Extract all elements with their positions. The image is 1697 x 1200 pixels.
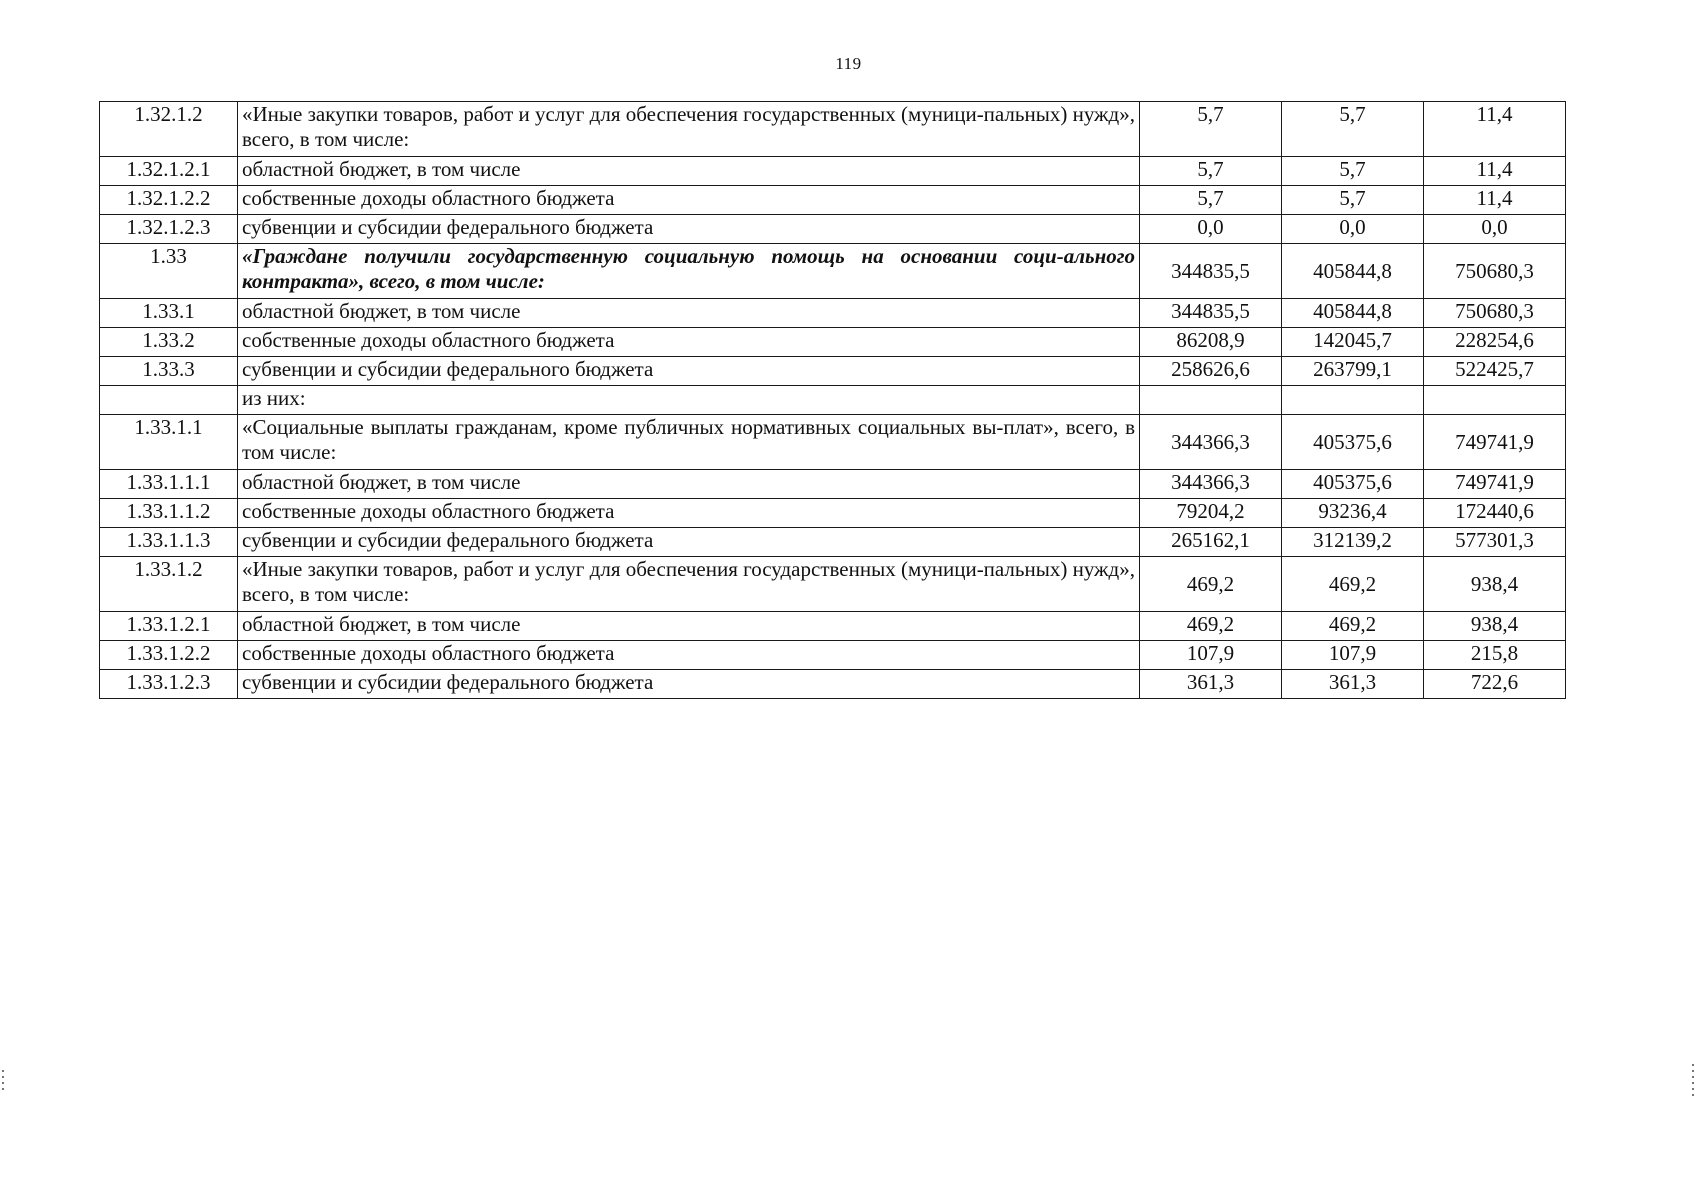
row-number: [100, 386, 238, 415]
row-value-2: 405844,8: [1282, 244, 1424, 299]
row-name: областной бюджет, в том числе: [238, 612, 1140, 641]
row-name: «Иные закупки товаров, работ и услуг для обеспечения государственных (муници-пальных) нужд», всего, в том числе:: [238, 102, 1140, 157]
row-value-2: 312139,2: [1282, 528, 1424, 557]
budget-table: [99, 101, 1566, 699]
row-name: собственные доходы областного бюджета: [238, 499, 1140, 528]
row-value-3: 172440,6: [1424, 499, 1566, 528]
row-value-3: [1424, 386, 1566, 415]
row-number: 1.32.1.2.1: [100, 157, 238, 186]
row-name: «Граждане получили государственную социальную помощь на основании соци-ального контракта», всего, в том числе:: [238, 244, 1140, 299]
page-number: 119: [835, 54, 862, 73]
row-value-1: 5,7: [1140, 157, 1282, 186]
row-value-2: 5,7: [1282, 102, 1424, 157]
table-row: [100, 470, 1566, 499]
row-value-2: 263799,1: [1282, 357, 1424, 386]
row-value-1: 265162,1: [1140, 528, 1282, 557]
row-value-1: 344366,3: [1140, 415, 1282, 470]
row-number: 1.33.1.2.3: [100, 670, 238, 699]
row-value-1: 107,9: [1140, 641, 1282, 670]
row-name: областной бюджет, в том числе: [238, 470, 1140, 499]
row-number: 1.33.2: [100, 328, 238, 357]
row-value-2: 405375,6: [1282, 415, 1424, 470]
row-name: из них:: [238, 386, 1140, 415]
table-row: [100, 328, 1566, 357]
row-number: 1.33: [100, 244, 238, 299]
row-number: 1.33.1: [100, 299, 238, 328]
row-name: «Социальные выплаты гражданам, кроме публичных нормативных социальных вы-плат», всего, в том числе:: [238, 415, 1140, 470]
row-value-2: 142045,7: [1282, 328, 1424, 357]
row-number: 1.32.1.2.3: [100, 215, 238, 244]
row-name: собственные доходы областного бюджета: [238, 641, 1140, 670]
table-row: [100, 186, 1566, 215]
table-row: [100, 641, 1566, 670]
row-value-3: 11,4: [1424, 102, 1566, 157]
row-value-3: 749741,9: [1424, 415, 1566, 470]
row-value-1: 0,0: [1140, 215, 1282, 244]
table-row: [100, 299, 1566, 328]
row-value-3: 577301,3: [1424, 528, 1566, 557]
row-number: 1.33.1.1.1: [100, 470, 238, 499]
table-row: [100, 415, 1566, 470]
row-value-1: [1140, 386, 1282, 415]
row-value-1: 5,7: [1140, 102, 1282, 157]
row-number: 1.32.1.2.2: [100, 186, 238, 215]
row-value-2: 405375,6: [1282, 470, 1424, 499]
row-value-3: 749741,9: [1424, 470, 1566, 499]
row-name: областной бюджет, в том числе: [238, 157, 1140, 186]
table-row: [100, 244, 1566, 299]
row-value-2: 5,7: [1282, 186, 1424, 215]
table-row: [100, 215, 1566, 244]
row-number: 1.33.3: [100, 357, 238, 386]
row-name: субвенции и субсидии федерального бюджета: [238, 670, 1140, 699]
row-value-1: 344835,5: [1140, 299, 1282, 328]
table-row: [100, 612, 1566, 641]
row-name: собственные доходы областного бюджета: [238, 186, 1140, 215]
row-value-1: 86208,9: [1140, 328, 1282, 357]
table-row: [100, 386, 1566, 415]
row-value-2: 361,3: [1282, 670, 1424, 699]
row-number: 1.33.1.2.1: [100, 612, 238, 641]
row-value-3: 11,4: [1424, 157, 1566, 186]
row-name: субвенции и субсидии федерального бюджета: [238, 528, 1140, 557]
row-value-2: 107,9: [1282, 641, 1424, 670]
row-name: «Иные закупки товаров, работ и услуг для обеспечения государственных (муници-пальных) нужд», всего, в том числе:: [238, 557, 1140, 612]
row-name: собственные доходы областного бюджета: [238, 328, 1140, 357]
row-value-1: 469,2: [1140, 557, 1282, 612]
row-value-1: 344835,5: [1140, 244, 1282, 299]
row-name: субвенции и субсидии федерального бюджета: [238, 215, 1140, 244]
scan-edge-mark-right: [1692, 1064, 1694, 1098]
row-value-1: 344366,3: [1140, 470, 1282, 499]
row-value-1: 469,2: [1140, 612, 1282, 641]
row-value-2: 0,0: [1282, 215, 1424, 244]
row-number: 1.33.1.1: [100, 415, 238, 470]
row-value-3: 11,4: [1424, 186, 1566, 215]
row-name: областной бюджет, в том числе: [238, 299, 1140, 328]
row-value-3: 722,6: [1424, 670, 1566, 699]
scan-edge-mark-left: [2, 1070, 4, 1094]
table-row: [100, 357, 1566, 386]
row-value-2: 469,2: [1282, 612, 1424, 641]
row-value-3: 0,0: [1424, 215, 1566, 244]
row-value-3: 215,8: [1424, 641, 1566, 670]
row-value-1: 5,7: [1140, 186, 1282, 215]
row-number: 1.33.1.1.2: [100, 499, 238, 528]
row-value-3: 522425,7: [1424, 357, 1566, 386]
row-value-1: 361,3: [1140, 670, 1282, 699]
row-value-1: 258626,6: [1140, 357, 1282, 386]
row-value-2: 5,7: [1282, 157, 1424, 186]
row-number: 1.33.1.2.2: [100, 641, 238, 670]
row-value-2: 469,2: [1282, 557, 1424, 612]
row-number: 1.33.1.2: [100, 557, 238, 612]
row-value-3: 750680,3: [1424, 299, 1566, 328]
table-row: [100, 557, 1566, 612]
row-number: 1.32.1.2: [100, 102, 238, 157]
row-value-3: 938,4: [1424, 612, 1566, 641]
row-value-2: 405844,8: [1282, 299, 1424, 328]
table-row: [100, 102, 1566, 157]
row-name: субвенции и субсидии федерального бюджета: [238, 357, 1140, 386]
row-value-3: 750680,3: [1424, 244, 1566, 299]
row-value-3: 228254,6: [1424, 328, 1566, 357]
row-value-2: 93236,4: [1282, 499, 1424, 528]
table-row: [100, 499, 1566, 528]
table-row: [100, 157, 1566, 186]
row-value-1: 79204,2: [1140, 499, 1282, 528]
row-value-2: [1282, 386, 1424, 415]
row-value-3: 938,4: [1424, 557, 1566, 612]
row-number: 1.33.1.1.3: [100, 528, 238, 557]
table-row: [100, 528, 1566, 557]
table-row: [100, 670, 1566, 699]
